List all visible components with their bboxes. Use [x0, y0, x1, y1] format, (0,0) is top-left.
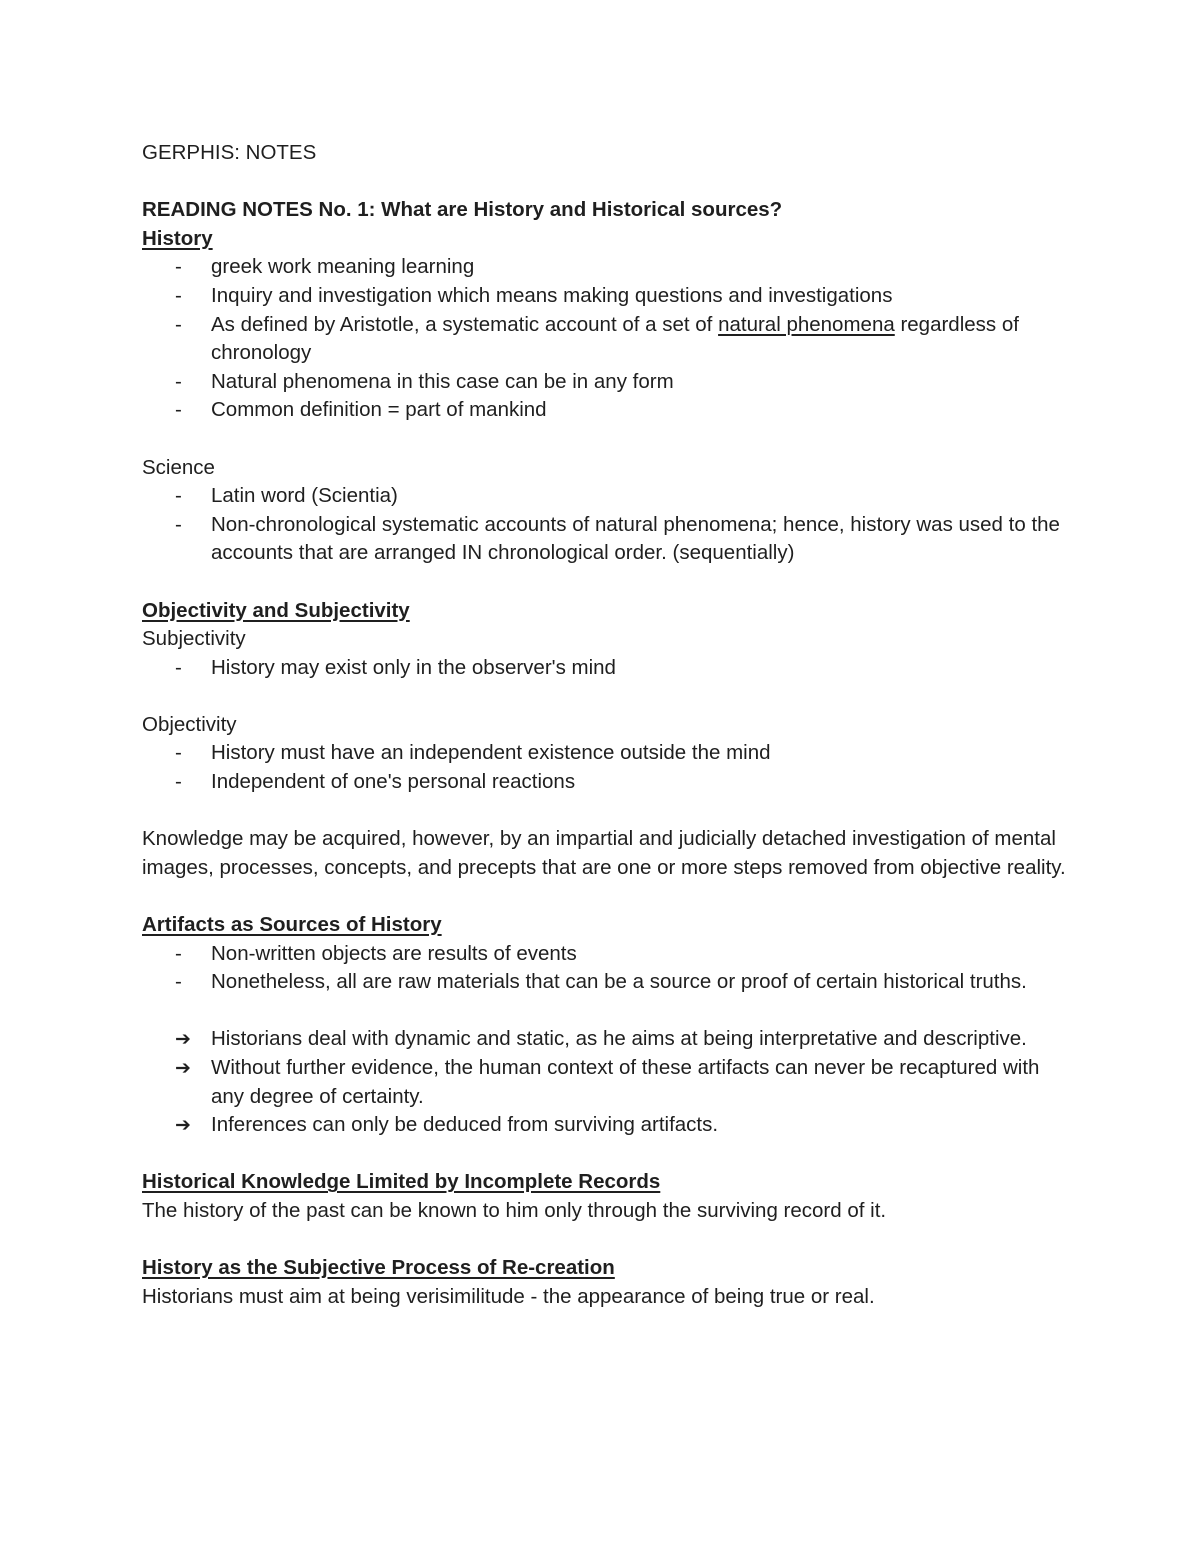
dash-bullet: -	[175, 369, 182, 393]
doc-title: GERPHIS: NOTES	[142, 141, 317, 164]
subjectivity-label: Subjectivity	[142, 627, 246, 651]
dash-bullet: -	[175, 283, 182, 307]
objectivity-heading: Objectivity and Subjectivity	[142, 598, 410, 622]
list-item: - Natural phenomena in this case can be in any form	[142, 368, 1072, 397]
history-heading: History	[142, 226, 213, 250]
artifacts-heading: Artifacts as Sources of History	[142, 913, 442, 937]
list-item: - Non-chronological systematic accounts of natural phenomena; hence, history was used to the accounts that are arranged IN chronological order. (sequentially)	[175, 512, 1060, 565]
spacer	[142, 1226, 1072, 1255]
dash-bullet: -	[175, 398, 182, 422]
subjectivity-list	[142, 654, 1072, 683]
artifacts-arrow-list	[142, 1025, 1072, 1139]
dash-bullet: -	[175, 312, 182, 336]
spacer	[142, 997, 1072, 1026]
list-item: ➔ Without further evidence, the human context of these artifacts can never be recaptured with any degree of certainty.	[175, 1056, 1040, 1108]
history-list	[142, 253, 1072, 425]
knowledge-paragraph: Knowledge may be acquired, however, by an impartial and judicially detached investigation of mental images, processes, concepts, and precepts that are one or more steps removed from objective reality.	[142, 827, 1066, 879]
incomplete-records-text: The history of the past can be known to him only through the surviving record of it.	[142, 1198, 887, 1222]
list-item: - Common definition = part of mankind	[142, 396, 1072, 425]
dash-bullet: -	[175, 970, 182, 994]
dash-bullet: -	[175, 512, 182, 536]
list-item: ➔ Historians deal with dynamic and static, as he aims at being interpretative and descriptive.	[142, 1025, 1072, 1054]
list-item: - Latin word (Scientia)	[142, 482, 1072, 511]
list-item: - Independent of one's personal reactions	[142, 768, 1072, 797]
spacer	[142, 882, 1072, 911]
science-heading: Science	[142, 455, 215, 479]
dash-bullet: -	[175, 484, 182, 508]
objectivity-label: Objectivity	[142, 712, 237, 736]
list-item: - Non-written objects are results of events	[142, 940, 1072, 969]
spacer	[142, 568, 1072, 597]
list-item: - Inquiry and investigation which means making questions and investigations	[142, 282, 1072, 311]
spacer	[142, 797, 1072, 826]
dash-bullet: -	[175, 655, 182, 679]
reading-heading: READING NOTES No. 1: What are History and Historical sources?	[142, 198, 783, 222]
recreation-text: Historians must aim at being verisimilitude - the appearance of being true or real.	[142, 1284, 875, 1308]
list-item: - History may exist only in the observer's mind	[142, 654, 1072, 683]
dash-bullet: -	[175, 741, 182, 765]
science-list	[142, 482, 1072, 568]
arrow-right-icon: ➔	[175, 1028, 191, 1051]
incomplete-records-heading: Historical Knowledge Limited by Incomplete Records	[142, 1170, 661, 1194]
list-item: - History must have an independent existence outside the mind	[142, 739, 1072, 768]
natural-phenomena-underlined: natural phenomena	[718, 312, 895, 336]
artifacts-list	[142, 940, 1072, 997]
spacer	[142, 682, 1072, 711]
list-item: ➔ Inferences can only be deduced from surviving artifacts.	[142, 1111, 1072, 1140]
list-item: - greek work meaning learning	[142, 253, 1072, 282]
arrow-right-icon: ➔	[175, 1114, 191, 1137]
list-item: - As defined by Aristotle, a systematic account of a set of natural phenomena regardless of chronology	[175, 312, 1019, 365]
spacer	[142, 168, 1072, 197]
dash-bullet: -	[175, 941, 182, 965]
document-page	[142, 139, 1072, 1311]
spacer	[142, 425, 1072, 454]
recreation-heading: History as the Subjective Process of Re-creation	[142, 1256, 615, 1280]
arrow-right-icon: ➔	[175, 1057, 191, 1079]
spacer	[142, 1140, 1072, 1169]
list-item: - Nonetheless, all are raw materials that can be a source or proof of certain historical truths.	[142, 968, 1072, 997]
dash-bullet: -	[175, 255, 182, 279]
dash-bullet: -	[175, 770, 182, 794]
objectivity-list	[142, 739, 1072, 796]
